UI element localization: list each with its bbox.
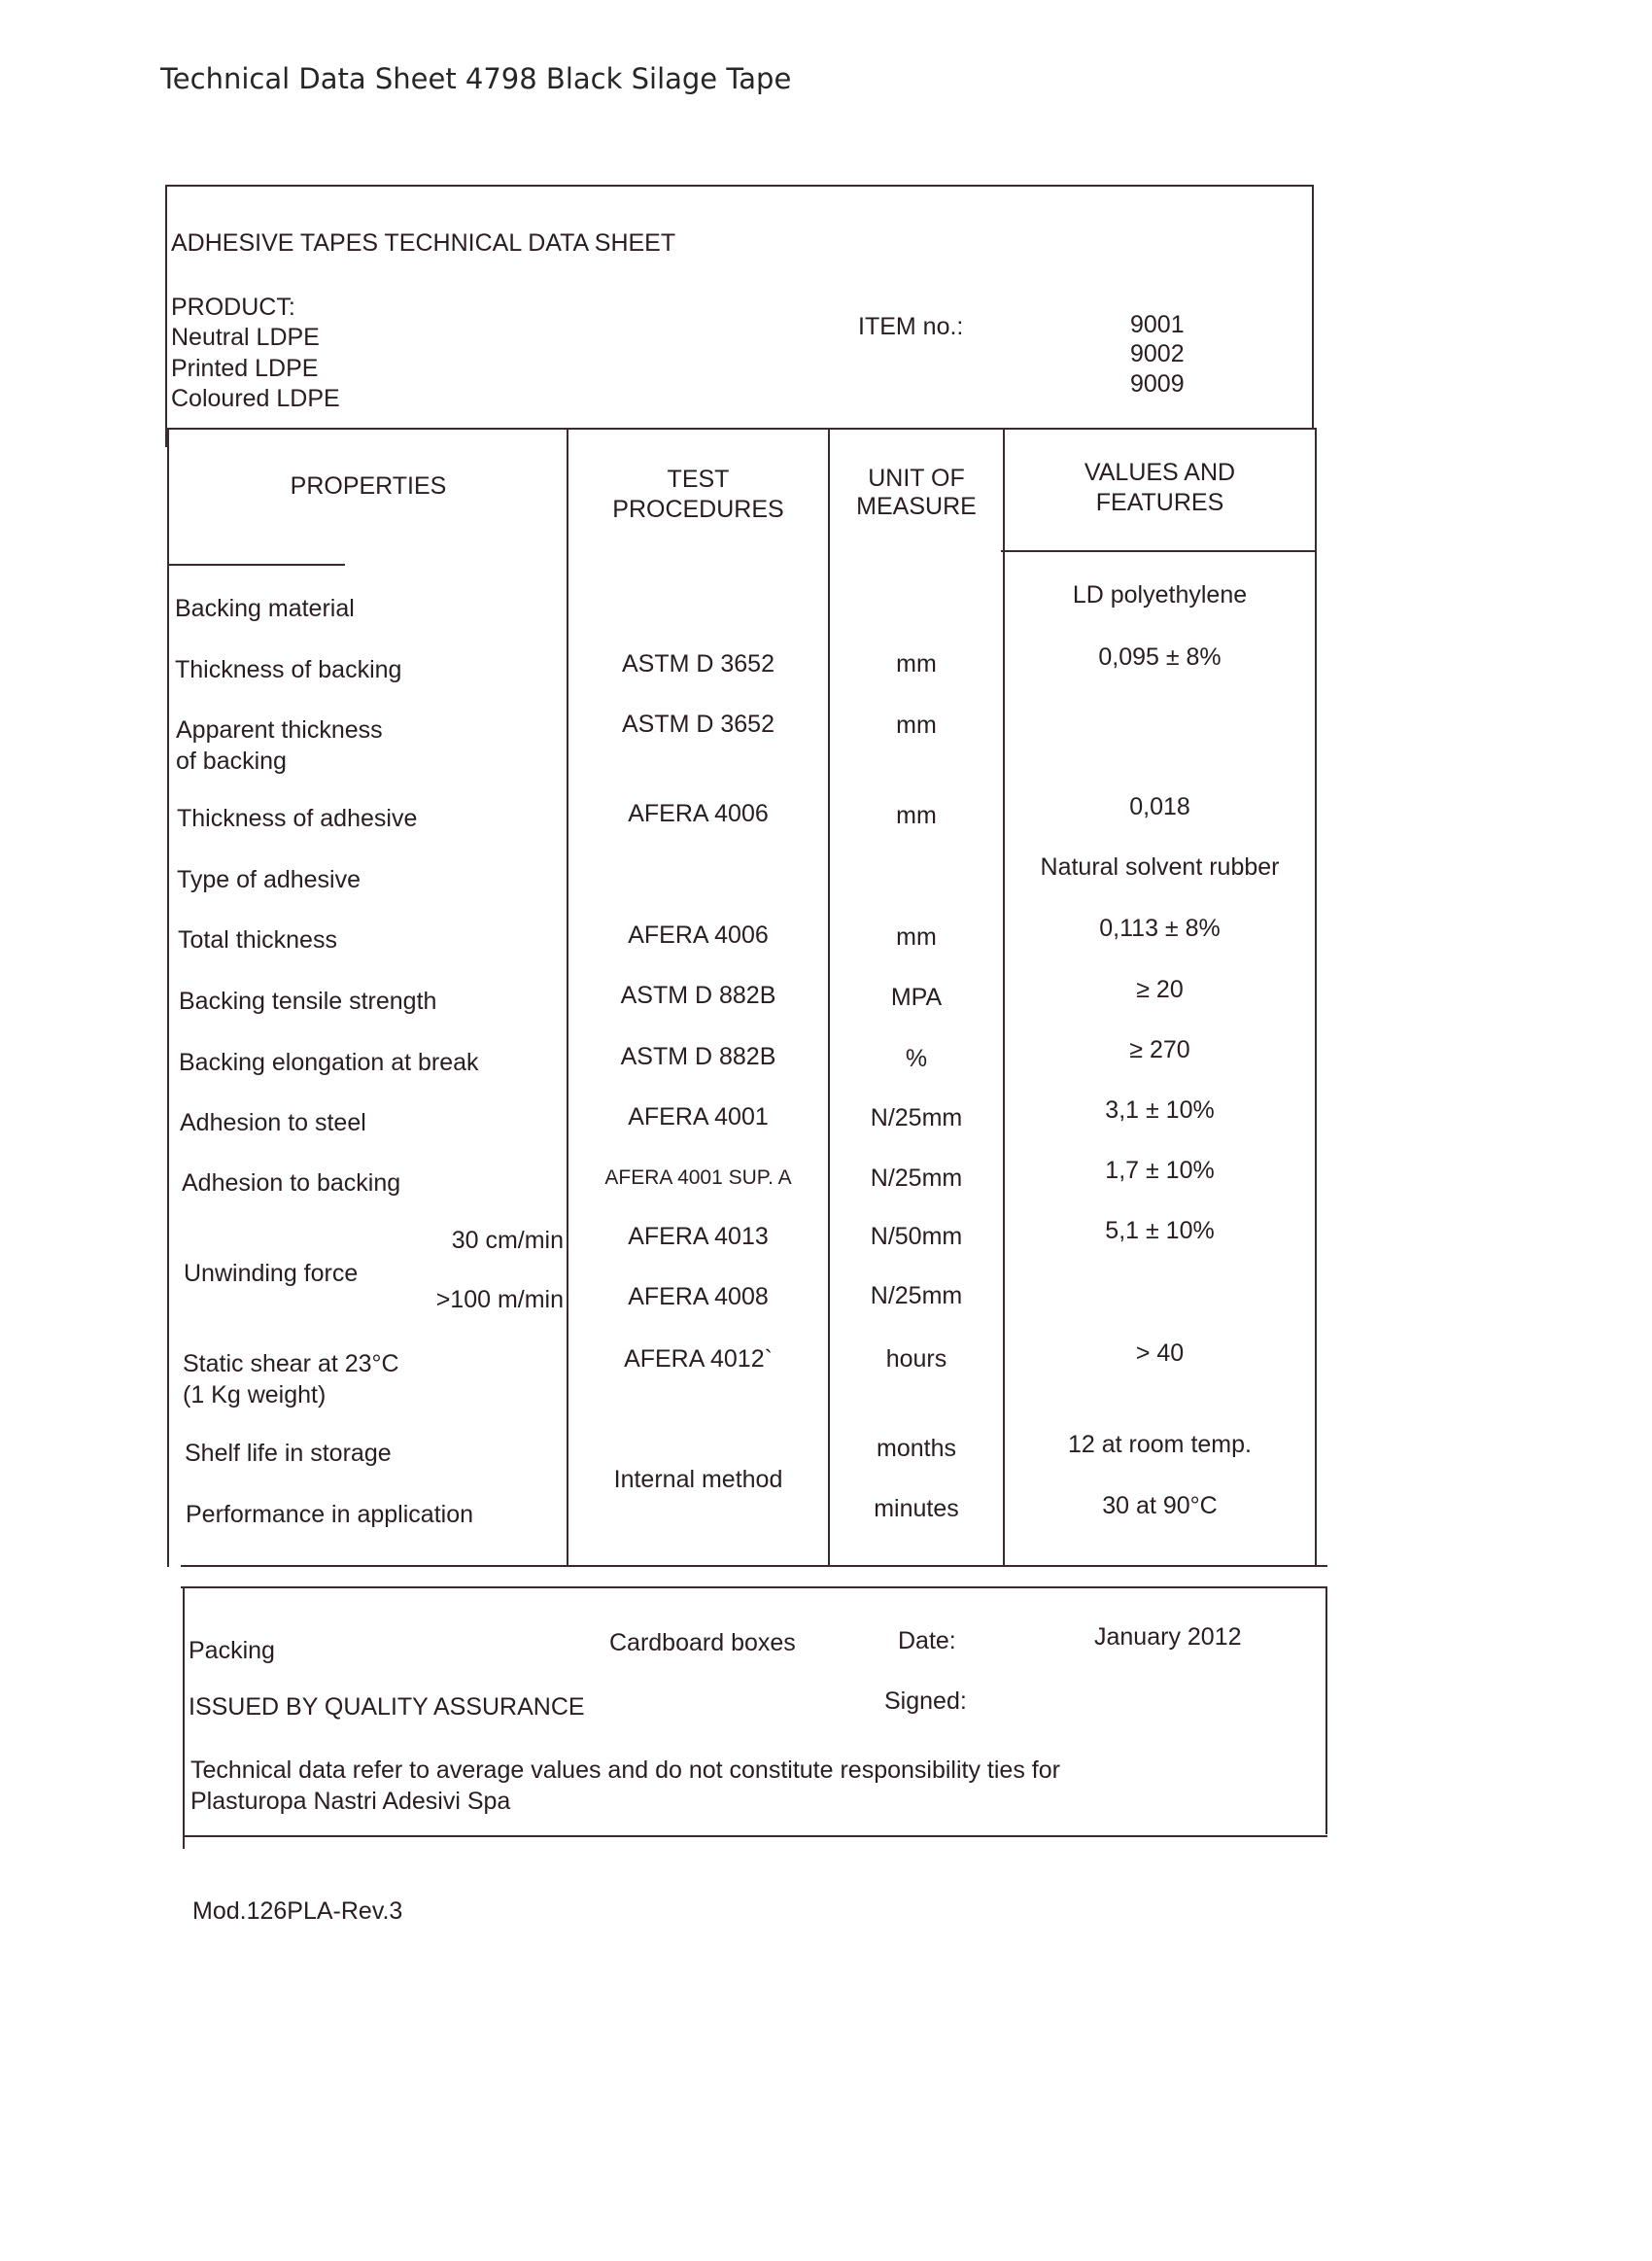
row-unit: mm <box>896 650 937 678</box>
row-property: Thickness of backing <box>175 656 402 683</box>
table-right-border <box>1315 428 1317 1567</box>
row-value: 0,018 <box>1129 793 1190 820</box>
footer-box-top-border <box>181 1586 1327 1588</box>
table-header-bottom-right <box>1001 550 1317 552</box>
row-value: ≥ 20 <box>1136 976 1184 1003</box>
row-unit: minutes <box>874 1495 959 1522</box>
header-test: TEST <box>667 466 730 493</box>
header-properties: PROPERTIES <box>290 472 447 500</box>
packing-label: Packing <box>189 1637 275 1664</box>
row-procedure: ASTM D 882B <box>620 1043 776 1070</box>
row-procedure: AFERA 4012` <box>624 1345 773 1373</box>
row-unit: % <box>905 1045 928 1072</box>
row-value: Natural solvent rubber <box>1040 853 1280 881</box>
row-value: ≥ 270 <box>1129 1036 1190 1063</box>
row-value: > 40 <box>1135 1339 1185 1367</box>
row-procedure: AFERA 4001 <box>628 1103 769 1130</box>
row-property: Adhesion to steel <box>180 1109 366 1136</box>
row-unit: months <box>877 1435 956 1462</box>
header-unit-of: UNIT OF <box>868 465 965 492</box>
product-label: PRODUCT: <box>171 294 295 321</box>
header-features: FEATURES <box>1095 489 1224 516</box>
row-procedure: AFERA 4006 <box>628 922 769 949</box>
row-procedure: ASTM D 882B <box>620 982 776 1009</box>
table-left-border <box>167 428 169 1567</box>
header-box-left-border <box>165 185 167 447</box>
header-values-and: VALUES AND <box>1084 459 1236 486</box>
table-header-bottom-left <box>167 564 345 566</box>
product-neutral: Neutral LDPE <box>171 324 320 351</box>
signed-label: Signed: <box>884 1687 967 1715</box>
row-procedure: AFERA 4001 SUP. A <box>604 1166 792 1189</box>
item-number-1: 9001 <box>1130 311 1185 338</box>
form-code: Mod.126PLA-Rev.3 <box>192 1897 403 1925</box>
unwinding-procedure-1: AFERA 4013 <box>628 1223 769 1250</box>
unwinding-speed-2: >100 m/min <box>435 1286 564 1313</box>
unwinding-procedure-2: AFERA 4008 <box>628 1283 769 1310</box>
footer-box-left-border <box>183 1586 185 1849</box>
packing-value: Cardboard boxes <box>609 1629 796 1656</box>
date-label: Date: <box>898 1627 956 1654</box>
row-unit: hours <box>885 1345 947 1373</box>
row-property: Adhesion to backing <box>182 1169 401 1197</box>
row-unit: mm <box>896 923 937 951</box>
row-property: Performance in application <box>186 1501 473 1528</box>
header-box-top-border <box>165 185 1314 187</box>
unwinding-speed-1: 30 cm/min <box>451 1227 564 1254</box>
document-title: Technical Data Sheet 4798 Black Silage Tape <box>160 62 792 95</box>
disclaimer-line-2: Plasturopa Nastri Adesivi Spa <box>190 1788 511 1815</box>
row-property: Type of adhesive <box>177 866 361 893</box>
table-bottom-border <box>181 1565 1327 1567</box>
row-value: 3,1 ± 10% <box>1105 1096 1215 1124</box>
item-label: ITEM no.: <box>858 313 964 340</box>
header-measure: MEASURE <box>856 493 977 520</box>
row-property: Apparent thickness <box>176 716 383 744</box>
product-coloured: Coloured LDPE <box>171 385 340 412</box>
header-procedures: PROCEDURES <box>612 496 784 523</box>
row-unit: N/25mm <box>870 1104 963 1131</box>
issued-by: ISSUED BY QUALITY ASSURANCE <box>189 1693 585 1721</box>
row-unit: mm <box>896 712 937 739</box>
unwinding-value-1: 5,1 ± 10% <box>1105 1217 1215 1244</box>
row-value: 0,113 ± 8% <box>1099 915 1221 942</box>
row-value: 0,095 ± 8% <box>1098 644 1222 671</box>
row-value: 30 at 90°C <box>1102 1492 1218 1519</box>
disclaimer-line-1: Technical data refer to average values and do not constitute responsibility ties for <box>190 1757 1060 1784</box>
row-property-line2: of backing <box>176 748 287 775</box>
row-procedure: ASTM D 3652 <box>621 650 774 678</box>
row-procedure: AFERA 4006 <box>628 800 769 827</box>
row-value: 12 at room temp. <box>1068 1431 1252 1458</box>
item-number-3: 9009 <box>1130 370 1185 398</box>
row-property: Backing material <box>175 595 355 622</box>
row-unit: N/25mm <box>870 1165 963 1192</box>
row-property: Static shear at 23°C <box>183 1350 399 1377</box>
date-value: January 2012 <box>1094 1623 1242 1651</box>
row-property: Thickness of adhesive <box>177 805 418 832</box>
row-property: Total thickness <box>178 926 337 954</box>
footer-box-right-border <box>1325 1586 1327 1834</box>
footer-box-bottom-border <box>185 1835 1327 1837</box>
row-property: Unwinding force <box>184 1260 359 1287</box>
item-number-2: 9002 <box>1130 340 1185 367</box>
row-procedure: ASTM D 3652 <box>621 711 774 738</box>
row-value: 1,7 ± 10% <box>1105 1157 1215 1184</box>
table-top-border <box>165 428 1317 430</box>
row-property-line2: (1 Kg weight) <box>183 1381 327 1409</box>
row-value: LD polyethylene <box>1072 581 1248 609</box>
product-printed: Printed LDPE <box>171 355 319 382</box>
row-property: Backing tensile strength <box>179 988 437 1015</box>
row-unit: mm <box>896 802 937 829</box>
header-box-right-border <box>1312 185 1314 430</box>
row-property: Backing elongation at break <box>179 1049 479 1076</box>
row-unit: MPA <box>890 984 943 1011</box>
unwinding-unit-2: N/25mm <box>870 1282 963 1309</box>
row-property: Shelf life in storage <box>185 1440 392 1467</box>
internal-method: Internal method <box>613 1466 783 1493</box>
sheet-heading: ADHESIVE TAPES TECHNICAL DATA SHEET <box>171 229 676 257</box>
unwinding-unit-1: N/50mm <box>870 1223 963 1250</box>
